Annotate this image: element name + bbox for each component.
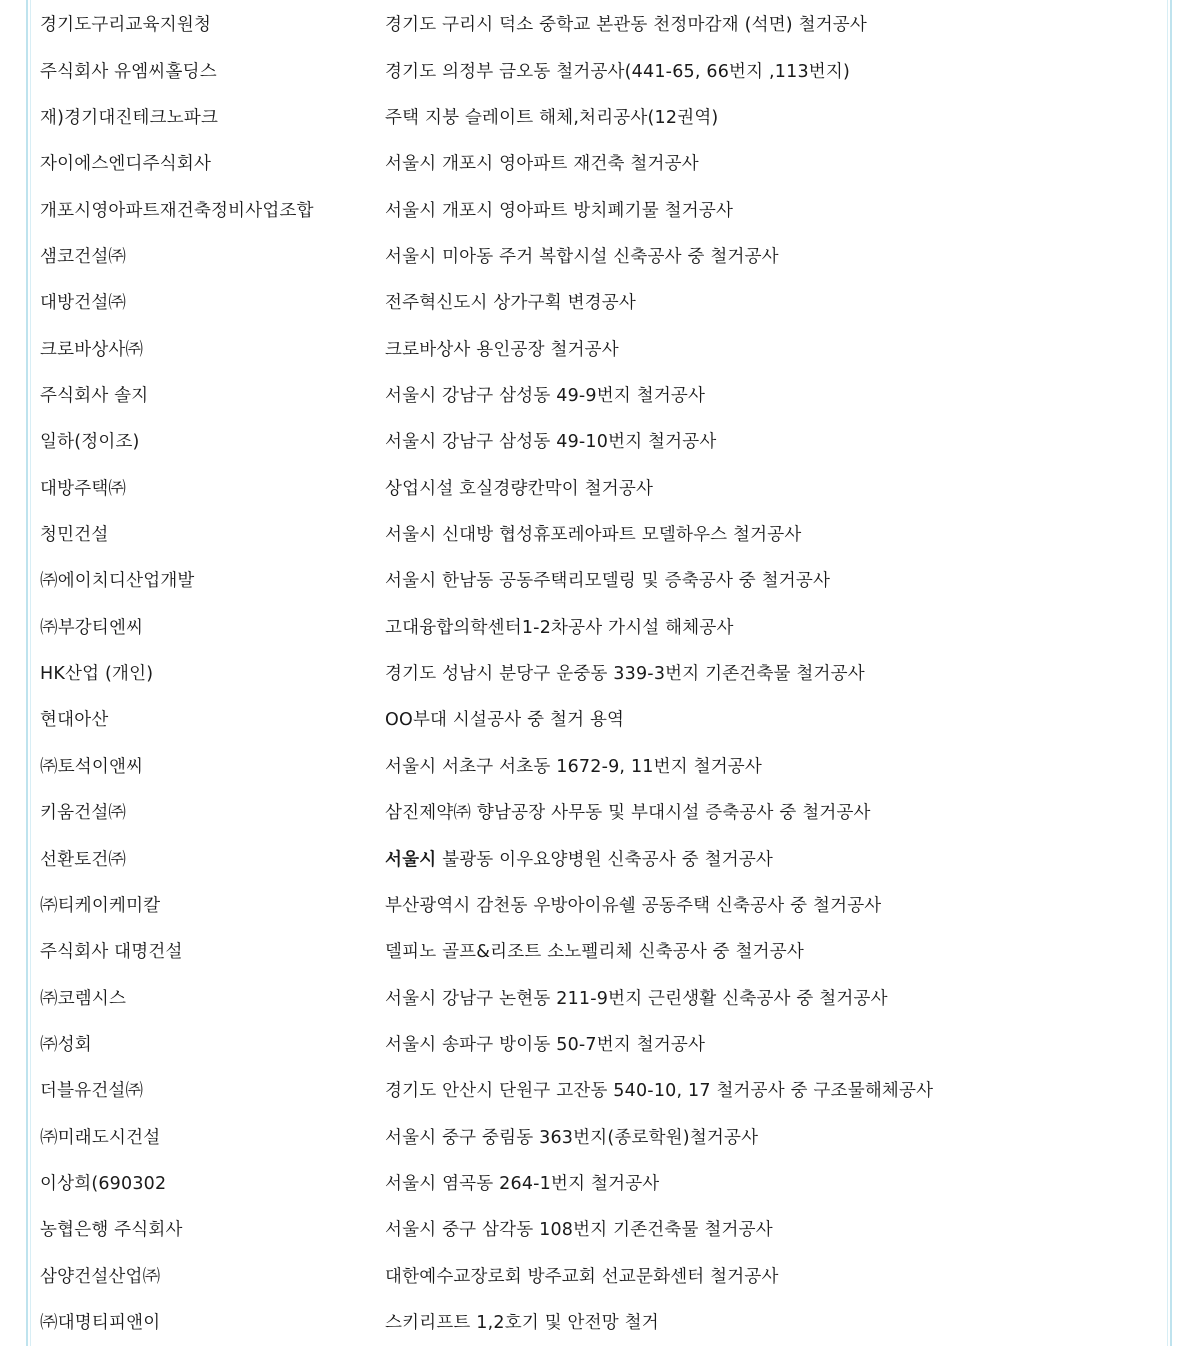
client-cell: HK산업 (개인) bbox=[40, 664, 154, 685]
project-cell: 크로바상사 용인공장 철거공사 bbox=[385, 339, 619, 360]
project-cell: 전주혁신도시 상가구획 변경공사 bbox=[385, 293, 636, 314]
project-list-table bbox=[40, 0, 1160, 1345]
table-row bbox=[40, 742, 1160, 788]
project-cell: 서울시 염곡동 264-1번지 철거공사 bbox=[385, 1173, 660, 1194]
client-cell: 키움건설㈜ bbox=[40, 803, 127, 824]
client-cell: ㈜토석이앤씨 bbox=[40, 756, 144, 777]
client-cell: 대방건설㈜ bbox=[40, 293, 127, 314]
client-cell: ㈜코렘시스 bbox=[40, 988, 127, 1009]
project-cell: 삼진제약㈜ 향남공장 사무동 및 부대시설 증축공사 중 철거공사 bbox=[385, 803, 871, 824]
client-cell: 샘코건설㈜ bbox=[40, 247, 127, 268]
table-row bbox=[40, 835, 1160, 881]
frame-border-left bbox=[26, 0, 28, 1346]
project-cell: 주택 지붕 슬레이트 해체,처리공사(12권역) bbox=[385, 108, 719, 129]
client-cell: ㈜티케이케미칼 bbox=[40, 895, 161, 916]
table-row bbox=[40, 279, 1160, 325]
table-row bbox=[40, 464, 1160, 510]
client-cell: ㈜대명티피앤이 bbox=[40, 1312, 161, 1333]
table-row bbox=[40, 974, 1160, 1020]
client-cell: 삼양건설산업㈜ bbox=[40, 1266, 161, 1287]
client-cell: ㈜성회 bbox=[40, 1034, 92, 1055]
project-cell: 서울시 개포시 영아파트 재건축 철거공사 bbox=[385, 154, 699, 175]
project-cell: 부산광역시 감천동 우방아이유쉘 공동주택 신축공사 중 철거공사 bbox=[385, 895, 882, 916]
project-cell: 고대융합의학센터1-2차공사 가시설 해체공사 bbox=[385, 617, 734, 638]
table-row bbox=[40, 1020, 1160, 1066]
table-row bbox=[40, 603, 1160, 649]
project-cell: 서울시 송파구 방이동 50-7번지 철거공사 bbox=[385, 1034, 706, 1055]
project-cell: 서울시 강남구 삼성동 49-10번지 철거공사 bbox=[385, 432, 717, 453]
client-cell: 경기도구리교육지원청 bbox=[40, 15, 212, 35]
client-cell: 청민건설 bbox=[40, 525, 109, 546]
table-row bbox=[40, 325, 1160, 371]
table-row bbox=[40, 1113, 1160, 1159]
table-row bbox=[40, 418, 1160, 464]
table-row bbox=[40, 93, 1160, 139]
project-cell: 서울시 한남동 공동주택리모델링 및 증축공사 중 철거공사 bbox=[385, 571, 831, 592]
table-row bbox=[40, 371, 1160, 417]
client-cell: 이상희(690302 bbox=[40, 1173, 167, 1194]
frame-border-right bbox=[1170, 0, 1172, 1346]
project-cell: 경기도 안산시 단원구 고잔동 540-10, 17 철거공사 중 구조물해체공사 bbox=[385, 1081, 934, 1102]
project-cell: 서울시 서초구 서초동 1672-9, 11번지 철거공사 bbox=[385, 756, 763, 777]
client-cell: 현대아산 bbox=[40, 710, 109, 731]
table-row bbox=[40, 696, 1160, 742]
table-row bbox=[40, 1252, 1160, 1298]
table-row bbox=[40, 140, 1160, 186]
project-cell: 스키리프트 1,2호기 및 안전망 철거 bbox=[385, 1312, 659, 1333]
frame-border-left-inner bbox=[30, 0, 31, 1346]
project-cell: 서울시 신대방 협성휴포레아파트 모델하우스 철거공사 bbox=[385, 525, 802, 546]
table-row bbox=[40, 1067, 1160, 1113]
table-row bbox=[40, 928, 1160, 974]
client-cell: 주식회사 유엠씨홀딩스 bbox=[40, 61, 217, 82]
client-cell: 크로바상사㈜ bbox=[40, 339, 144, 360]
project-cell: 서울시 중구 삼각동 108번지 기존건축물 철거공사 bbox=[385, 1220, 773, 1241]
project-cell: 경기도 의정부 금오동 철거공사(441-65, 66번지 ,113번지) bbox=[385, 61, 851, 82]
project-cell: 서울시 중구 중림동 363번지(종로학원)철거공사 bbox=[385, 1127, 759, 1148]
project-cell bbox=[385, 846, 1160, 871]
client-cell: ㈜에이치디산업개발 bbox=[40, 571, 195, 592]
table-row bbox=[40, 789, 1160, 835]
project-cell: 서울시 개포시 영아파트 방치폐기물 철거공사 bbox=[385, 200, 734, 221]
frame-border-right-inner bbox=[1167, 0, 1168, 1346]
project-cell: 서울시 강남구 논현동 211-9번지 근린생활 신축공사 중 철거공사 bbox=[385, 988, 888, 1009]
project-bold-text: 서울시 bbox=[385, 849, 437, 870]
table-row bbox=[40, 510, 1160, 556]
table-row bbox=[40, 47, 1160, 93]
table-row bbox=[40, 232, 1160, 278]
project-cell: 상업시설 호실경량칸막이 철거공사 bbox=[385, 478, 654, 499]
table-row bbox=[40, 557, 1160, 603]
client-cell: 일하(정이조) bbox=[40, 432, 140, 453]
project-text: 불광동 이우요양병원 신축공사 중 철거공사 bbox=[436, 849, 774, 870]
client-cell: 개포시영아파트재건축정비사업조합 bbox=[40, 200, 314, 221]
project-cell: 서울시 미아동 주거 복합시설 신축공사 중 철거공사 bbox=[385, 247, 779, 268]
client-cell: 대방주택㈜ bbox=[40, 478, 127, 499]
client-cell: 재)경기대진테크노파크 bbox=[40, 108, 219, 129]
table-row bbox=[40, 881, 1160, 927]
client-cell: 선환토건㈜ bbox=[40, 849, 127, 870]
project-cell: 서울시 강남구 삼성동 49-9번지 철거공사 bbox=[385, 386, 706, 407]
table-row bbox=[40, 0, 1160, 47]
client-cell: 자이에스엔디주식회사 bbox=[40, 154, 212, 175]
client-cell: ㈜미래도시건설 bbox=[40, 1127, 161, 1148]
table-row bbox=[40, 1298, 1160, 1344]
project-cell: 경기도 구리시 덕소 중학교 본관동 천정마감재 (석면) 철거공사 bbox=[385, 15, 868, 35]
client-cell: 주식회사 솔지 bbox=[40, 386, 149, 407]
table-row bbox=[40, 1159, 1160, 1205]
client-cell: 농협은행 주식회사 bbox=[40, 1220, 183, 1241]
project-cell: 델피노 골프&리조트 소노펠리체 신축공사 중 철거공사 bbox=[385, 942, 804, 963]
table-row bbox=[40, 186, 1160, 232]
project-cell: 대한예수교장로회 방주교회 선교문화센터 철거공사 bbox=[385, 1266, 779, 1287]
project-cell: 경기도 성남시 분당구 운중동 339-3번지 기존건축물 철거공사 bbox=[385, 664, 865, 685]
table-row bbox=[40, 649, 1160, 695]
table-row bbox=[40, 1206, 1160, 1252]
client-cell: ㈜부강티엔씨 bbox=[40, 617, 144, 638]
project-cell: OO부대 시설공사 중 철거 용역 bbox=[385, 710, 625, 731]
client-cell: 주식회사 대명건설 bbox=[40, 942, 183, 963]
client-cell: 더블유건설㈜ bbox=[40, 1081, 144, 1102]
